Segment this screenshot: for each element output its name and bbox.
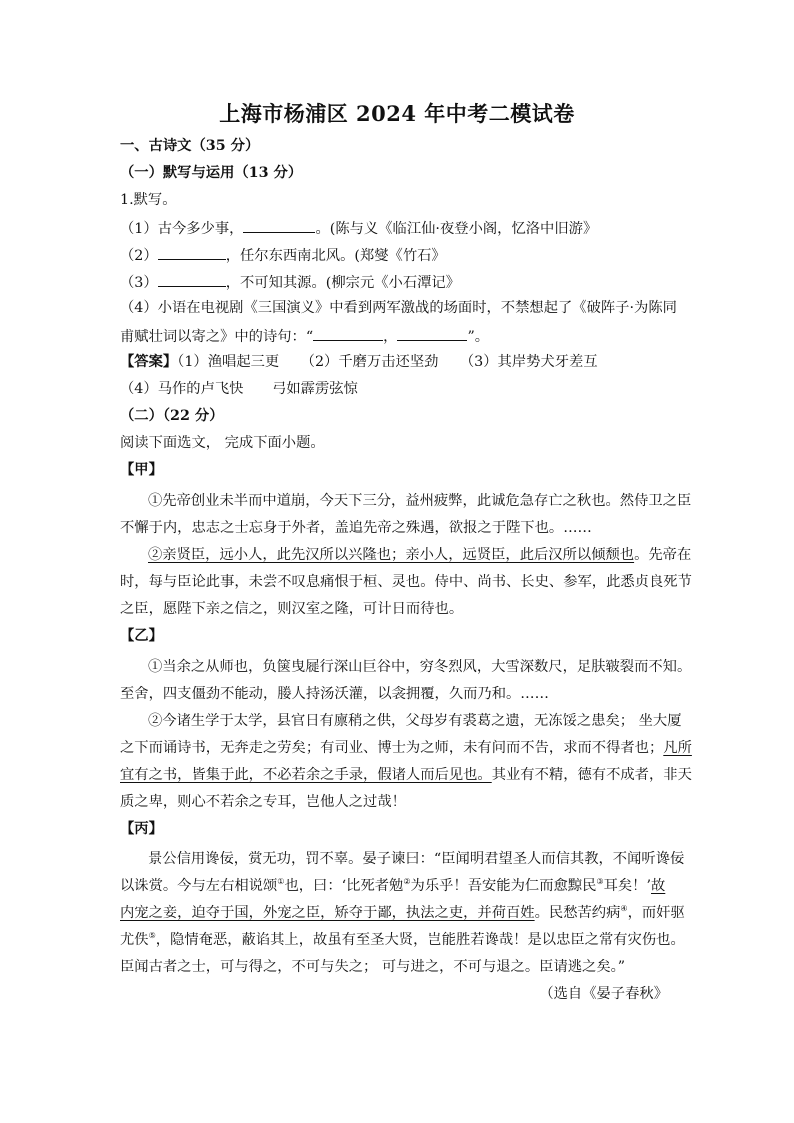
passage-text: 尤佚: [120, 932, 149, 948]
passage-text: 为乐乎！吾安能为仁而愈黥民: [410, 878, 597, 894]
passage-text: 其业有不精，德有不成者，非天: [491, 767, 692, 783]
passage-text: ，而奸驱: [627, 905, 685, 921]
passage-yi-p2-line-2: [120, 739, 692, 757]
dictation-item-2: [120, 245, 680, 265]
passage-text: 。民愁苦约病: [534, 905, 621, 921]
underlined-sentence: ②亲贤臣，远小人，此先汉所以兴隆也；亲小人，远贤臣，此后汉所以倾颓也: [148, 547, 635, 563]
dictation-item-3: [120, 272, 680, 292]
footnote-marker: ①: [277, 877, 285, 887]
footnote-marker: ④: [620, 904, 628, 914]
passage-yi-p2-line-1: ②今诸生学于太学，县官日有廪稍之供，父母岁有裘葛之遗，无冻馁之患矣； 坐大厦: [148, 713, 682, 729]
footnote-marker: ③: [596, 877, 604, 887]
passage-yi-p1-line-1: ①当余之从师也，负箧曳屣行深山巨谷中，穷冬烈风，大雪深数尺，足肤皲裂而不知。: [148, 659, 692, 675]
item-4-prefix: 甫赋壮词以寄之》中的诗句：“: [120, 329, 314, 345]
passage-yi-label: 【乙】: [120, 628, 163, 644]
item-1-suffix: 。(陈与义《临江仙·夜登小阁，忆洛中旧游》: [315, 221, 598, 237]
answer-text-1: （1）渔唱起三更 （2）千磨万击还坚劲 （3）其岸势犬牙差互: [177, 354, 598, 370]
passage-text: 也，曰：‘比死者勉: [284, 878, 404, 894]
passage-text: 耳矣！’: [603, 878, 651, 894]
passage-text: 以诛赏。今与左右相说颂: [120, 878, 278, 894]
answer-line-2: [120, 380, 680, 398]
reading-instruction: 阅读下面选文， 完成下面小题。: [120, 435, 325, 451]
item-3-suffix: ，不可知其源。(柳宗元《小石潭记》: [225, 275, 461, 291]
answer-blank: [158, 245, 226, 260]
answer-blank: [397, 326, 467, 341]
answer-blank: [313, 326, 383, 341]
question-1-label: 1.默写。: [120, 192, 177, 208]
underlined-sentence: 凡所: [663, 740, 692, 756]
part-heading-reading: （二）（22 分）: [120, 408, 224, 424]
dictation-item-1: [120, 218, 680, 238]
answer-blank: [158, 272, 226, 287]
page-title: 上海市杨浦区 2024 年中考二模试卷: [219, 101, 575, 126]
passage-jia-label: 【甲】: [120, 462, 163, 478]
answer-label: 【答案】: [120, 354, 178, 370]
item-3-prefix: （3）: [120, 275, 158, 291]
dictation-item-4-line-1: （4）小语在电视剧《三国演义》中看到两军激战的场面时，不禁想起了《破阵子·为陈同: [120, 300, 677, 316]
passage-source: （选自《晏子春秋》: [539, 986, 668, 1002]
passage-jia-p2-line-1: [120, 546, 692, 564]
passage-yi-p1-line-2: 至舍，四支僵劲不能动，媵人持汤沃灌，以衾拥覆，久而乃和。……: [120, 686, 549, 702]
passage-text: 之下而诵诗书，无奔走之劳矣；有司业、博士为之师，未有问而不告，求而不得者也；: [120, 740, 664, 756]
passage-bing-label: 【丙】: [120, 821, 163, 837]
passage-yi-p2-line-3: [120, 766, 692, 784]
passage-bing-line-1: 景公信用谗佞，赏无功，罚不辜。晏子谏曰：“臣闻明君望圣人而信其教，不闻听谗佞: [148, 851, 685, 867]
dictation-item-4-line-2: [120, 326, 680, 346]
underlined-sentence: 内宠之妾，迫夺于国，外宠之臣，矫夺于鄙，执法之吏，并荷百姓: [120, 905, 535, 921]
footnote-marker: ②: [403, 877, 411, 887]
passage-bing-line-5: 臣闻古者之士，可与得之，不可与失之； 可与进之，不可与退之。臣请逃之矣。”: [120, 959, 626, 975]
answer-text-2: （4）马作的卢飞快 弓如霹雳弦惊: [120, 381, 358, 397]
passage-text: 。先帝在: [634, 547, 692, 563]
passage-bing-line-2: [120, 877, 680, 895]
item-2-suffix: ，任尔东西南北风。(郑燮《竹石》: [225, 248, 446, 264]
passage-yi-p2-line-4: 质之卑，则心不若余之专耳，岂他人之过哉！: [120, 794, 406, 810]
underlined-sentence: 宜有之书，皆集于此，不必若余之手录，假诸人而后见也。: [120, 767, 492, 783]
footnote-marker: ⑤: [148, 931, 156, 941]
part-heading-dictation: （一）默写与运用（13 分）: [120, 165, 303, 181]
passage-jia-p1-line-1: ①先帝创业未半而中道崩，今天下三分，益州疲弊，此诚危急存亡之秋也。然侍卫之臣: [148, 493, 692, 509]
passage-bing-line-3: [120, 904, 685, 922]
section-heading-classical: 一、古诗文（35 分）: [120, 138, 260, 154]
answer-blank: [243, 218, 315, 233]
item-1-prefix: （1）古今多少事，: [120, 221, 244, 237]
passage-jia-p2-line-3: 之臣，愿陛下亲之信之，则汉室之隆，可计日而待也。: [120, 601, 464, 617]
item-4-separator: ，: [383, 329, 398, 345]
item-4-end: ”。: [467, 329, 490, 345]
passage-bing-line-4: [120, 931, 685, 949]
passage-text: ，隐情奄恶，蔽谄其上，故虽有至圣大贤，岂能胜若谗哉！是以忠臣之常有灾伤也。: [155, 932, 685, 948]
passage-jia-p2-line-2: 时，每与臣论此事，未尝不叹息痛恨于桓、灵也。侍中、尚书、长史、参军，此悉贞良死节: [120, 574, 692, 590]
passage-jia-p1-line-2: 不懈于内，忠志之士忘身于外者，盖追先帝之殊遇，欲报之于陛下也。……: [120, 520, 592, 536]
item-2-prefix: （2）: [120, 248, 158, 264]
underlined-sentence: 故: [651, 878, 666, 894]
answer-line-1: [120, 353, 680, 371]
